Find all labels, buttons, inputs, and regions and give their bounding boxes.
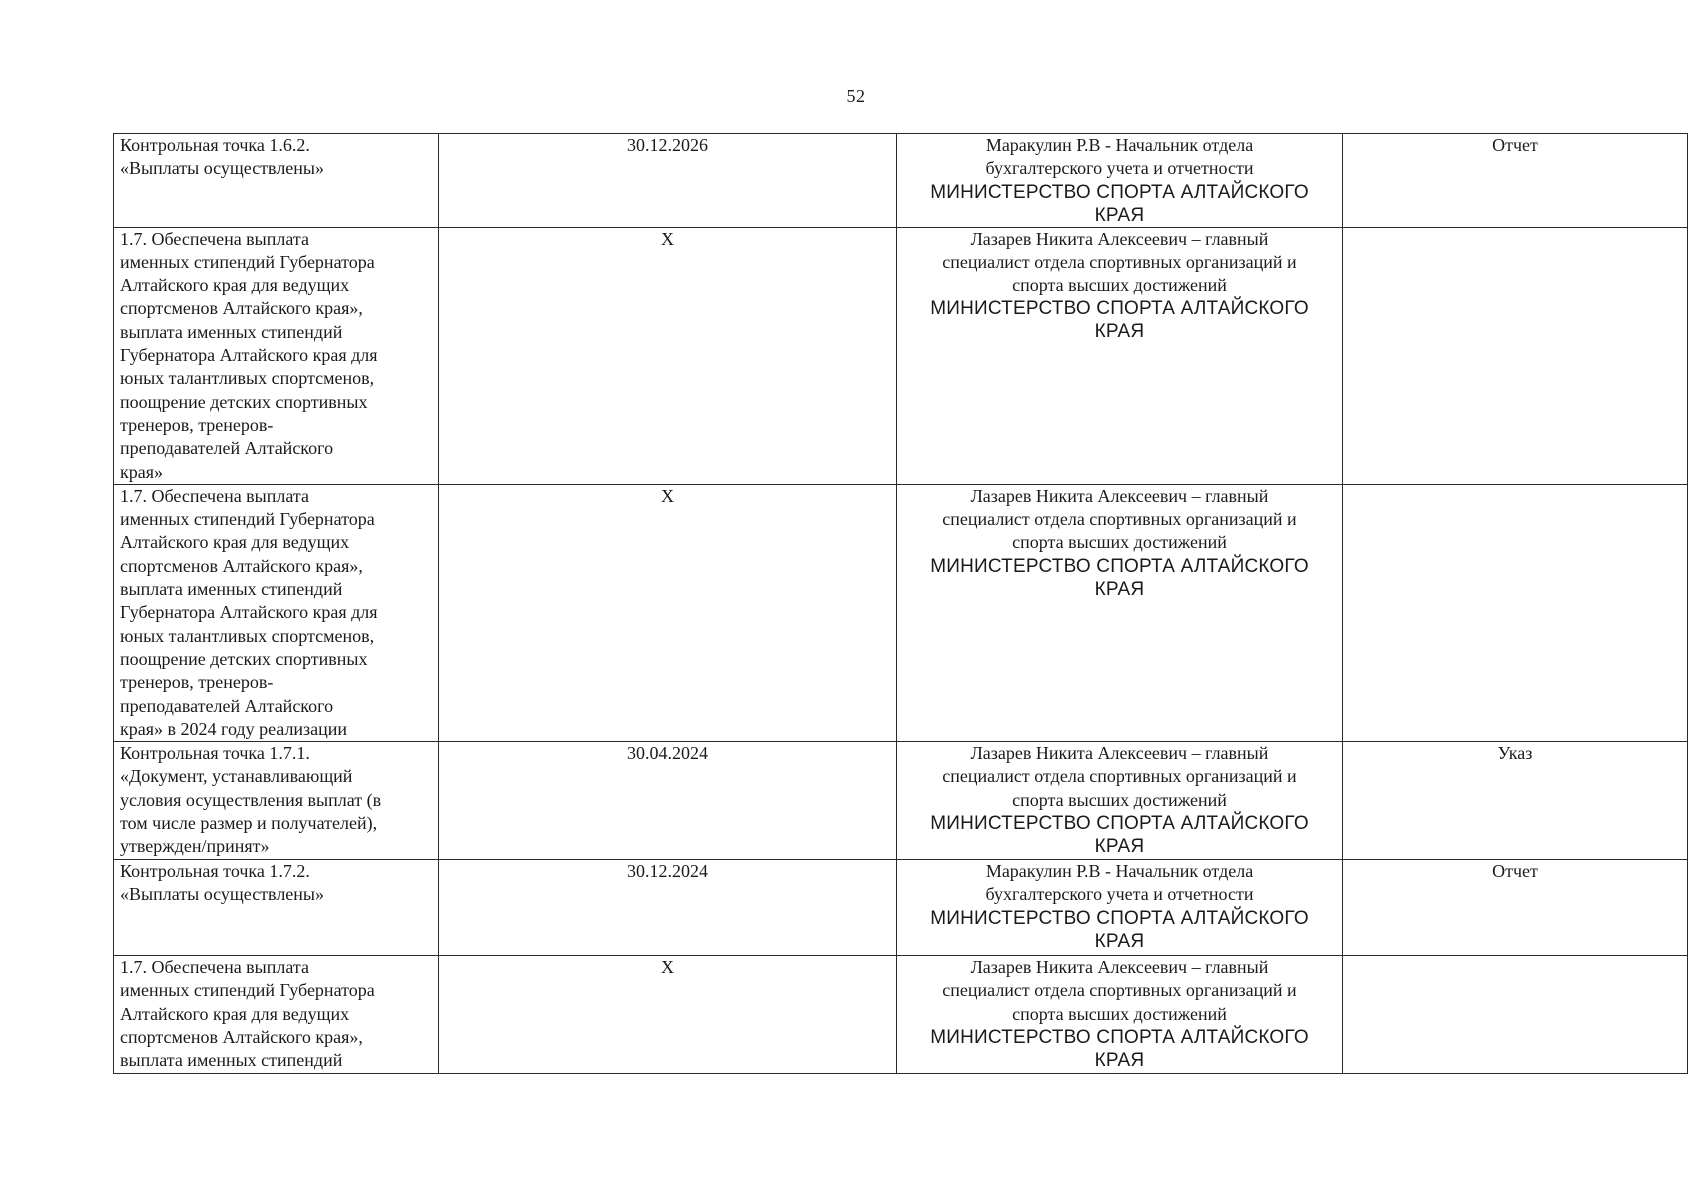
- event-name-cell: 1.7. Обеспечена выплата именных стипендий Губернатора Алтайского края для ведущих спортсменов Алтайского края», выплата именных стипендий: [114, 956, 439, 1073]
- deadline-cell: X: [439, 956, 897, 1073]
- document-type-cell: Отчет: [1343, 860, 1688, 956]
- table-row: [114, 227, 1688, 484]
- responsible-cell: [897, 227, 1343, 484]
- event-name-cell: 1.7. Обеспечена выплата именных стипендий Губернатора Алтайского края для ведущих спортсменов Алтайского края», выплата именных стипендий Губернатора Алтайского края для юных талантливых спортсменов, поощрение детских спортивных тренеров, тренеров- преподавателей Алтайского края»: [114, 227, 439, 484]
- table-row: [114, 956, 1688, 1073]
- ministry-name: МИНИСТЕРСТВО СПОРТА АЛТАЙСКОГО КРАЯ: [930, 298, 1309, 343]
- ministry-name: МИНИСТЕРСТВО СПОРТА АЛТАЙСКОГО КРАЯ: [930, 907, 1309, 952]
- event-name-cell: Контрольная точка 1.7.2. «Выплаты осуществлены»: [114, 860, 439, 956]
- deadline-cell: X: [439, 227, 897, 484]
- document-type-cell: [1343, 227, 1688, 484]
- responsible-person: Маракулин Р.В - Начальник отдела бухгалтерского учета и отчетности: [985, 861, 1254, 905]
- event-name-cell: Контрольная точка 1.7.1. «Документ, устанавливающий условия осуществления выплат (в том числе размер и получателей), утвержден/принят»: [114, 742, 439, 860]
- ministry-name: МИНИСТЕРСТВО СПОРТА АЛТАЙСКОГО КРАЯ: [930, 1027, 1309, 1072]
- responsible-cell: [897, 860, 1343, 956]
- ministry-name: МИНИСТЕРСТВО СПОРТА АЛТАЙСКОГО КРАЯ: [930, 555, 1309, 600]
- plan-table: [113, 133, 1688, 1074]
- document-type-cell: [1343, 484, 1688, 741]
- responsible-cell: [897, 484, 1343, 741]
- table-row: [114, 134, 1688, 228]
- page-number: 52: [846, 86, 866, 106]
- deadline-cell: 30.12.2026: [439, 134, 897, 228]
- responsible-cell: [897, 742, 1343, 860]
- document-type-cell: [1343, 956, 1688, 1073]
- table-row: [114, 860, 1688, 956]
- document-type-cell: Отчет: [1343, 134, 1688, 228]
- deadline-cell: X: [439, 484, 897, 741]
- ministry-name: МИНИСТЕРСТВО СПОРТА АЛТАЙСКОГО КРАЯ: [930, 813, 1309, 858]
- responsible-person: Лазарев Никита Алексеевич – главный специалист отдела спортивных организаций и спорта высших достижений: [942, 228, 1297, 296]
- table-row: [114, 484, 1688, 741]
- event-name-cell: 1.7. Обеспечена выплата именных стипендий Губернатора Алтайского края для ведущих спортсменов Алтайского края», выплата именных стипендий Губернатора Алтайского края для юных талантливых спортсменов, поощрение детских спортивных тренеров, тренеров- преподавателей Алтайского края» в 2024 году реализации: [114, 484, 439, 741]
- event-name-cell: Контрольная точка 1.6.2. «Выплаты осуществлены»: [114, 134, 439, 228]
- responsible-person: Лазарев Никита Алексеевич – главный специалист отдела спортивных организаций и спорта высших достижений: [942, 957, 1297, 1024]
- document-type-cell: Указ: [1343, 742, 1688, 860]
- responsible-person: Лазарев Никита Алексеевич – главный специалист отдела спортивных организаций и спорта высших достижений: [942, 485, 1297, 553]
- deadline-cell: 30.12.2024: [439, 860, 897, 956]
- deadline-cell: 30.04.2024: [439, 742, 897, 860]
- responsible-cell: [897, 956, 1343, 1073]
- table-row: [114, 742, 1688, 860]
- responsible-person: Лазарев Никита Алексеевич – главный специалист отдела спортивных организаций и спорта высших достижений: [942, 743, 1297, 810]
- ministry-name: МИНИСТЕРСТВО СПОРТА АЛТАЙСКОГО КРАЯ: [930, 181, 1309, 226]
- responsible-person: Маракулин Р.В - Начальник отдела бухгалтерского учета и отчетности: [985, 135, 1254, 179]
- responsible-cell: [897, 134, 1343, 228]
